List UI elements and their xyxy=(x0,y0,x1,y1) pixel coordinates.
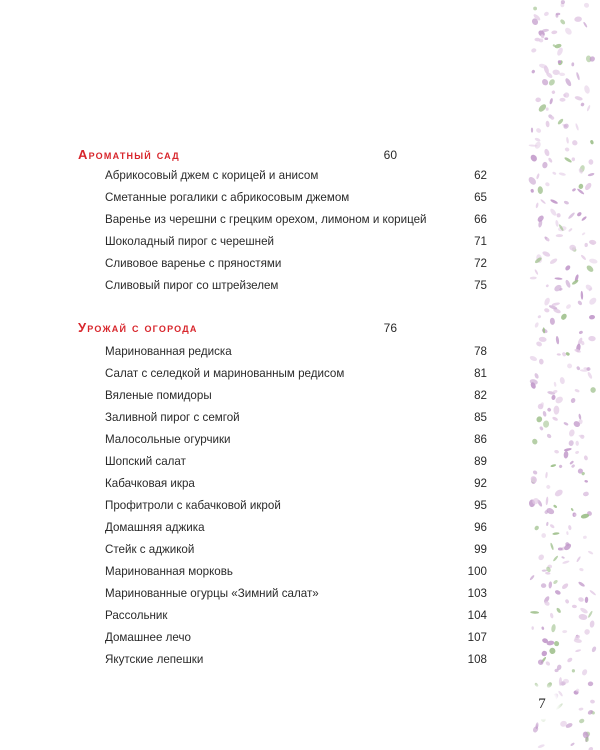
toc-entry xyxy=(105,255,487,273)
toc-entry xyxy=(105,189,487,207)
toc-entry-page: 65 xyxy=(474,191,487,204)
toc-entry xyxy=(105,541,487,559)
toc-entry xyxy=(105,607,487,625)
toc-entry xyxy=(105,167,487,185)
toc-entry xyxy=(105,277,487,295)
toc-entry-page: 85 xyxy=(474,411,487,424)
toc-entry-title: Домашнее лечо xyxy=(105,631,191,644)
toc-entry xyxy=(105,585,487,603)
toc-entry-title: Домашняя аджика xyxy=(105,521,205,534)
toc-entry-page: 86 xyxy=(474,433,487,446)
page-number: 7 xyxy=(527,689,557,719)
toc-entry-page: 95 xyxy=(474,499,487,512)
toc-entry-page: 104 xyxy=(467,609,487,622)
toc-entry-title: Абрикосовый джем с корицей и анисом xyxy=(105,169,319,182)
toc-entry-page: 71 xyxy=(474,235,487,248)
toc-entry-page: 82 xyxy=(474,389,487,402)
toc-entry xyxy=(105,409,487,427)
toc-entry xyxy=(105,431,487,449)
toc-entry-title: Маринованная морковь xyxy=(105,565,233,578)
toc-entry-title: Стейк с аджикой xyxy=(105,543,195,556)
toc-entry xyxy=(105,475,487,493)
floral-border-decoration xyxy=(518,0,600,750)
toc-entry xyxy=(105,233,487,251)
toc-entry-page: 108 xyxy=(467,653,487,666)
toc-entry-page: 66 xyxy=(474,213,487,226)
toc-entry-title: Малосольные огурчики xyxy=(105,433,231,446)
toc-entry-page: 62 xyxy=(474,169,487,182)
toc-entry-page: 92 xyxy=(474,477,487,490)
toc-entry-page: 78 xyxy=(474,345,487,358)
toc-entry-title: Заливной пирог с семгой xyxy=(105,411,240,424)
section-title-aromatic-garden: Ароматный сад xyxy=(78,147,180,162)
toc-entry-page: 75 xyxy=(474,279,487,292)
toc-entry-title: Кабачковая икра xyxy=(105,477,195,490)
toc-entry-title: Шоколадный пирог с черешней xyxy=(105,235,275,248)
toc-entry-page: 81 xyxy=(474,367,487,380)
toc-entry-title: Салат с селедкой и маринованным редисом xyxy=(105,367,345,380)
toc-entry-title: Якутские лепешки xyxy=(105,653,204,666)
section-page-number: 60 xyxy=(383,148,397,162)
toc-entry-title: Сливовое варенье с пряностями xyxy=(105,257,282,270)
toc-entry xyxy=(105,211,487,229)
toc-entry-title: Маринованная редиска xyxy=(105,345,232,358)
toc-entry-page: 99 xyxy=(474,543,487,556)
toc-entry-page: 96 xyxy=(474,521,487,534)
toc-entry xyxy=(105,387,487,405)
section-page-number: 76 xyxy=(383,321,397,335)
toc-entry-title: Сливовый пирог со штрейзелем xyxy=(105,279,279,292)
toc-entry-page: 72 xyxy=(474,257,487,270)
toc-entry xyxy=(105,629,487,647)
toc-entry-title: Шопский салат xyxy=(105,455,186,468)
toc-entry-title: Сметанные рогалики с абрикосовым джемом xyxy=(105,191,350,204)
toc-entry-title: Варенье из черешни с грецким орехом, лимоном и корицей xyxy=(105,213,427,226)
toc-entry xyxy=(105,563,487,581)
section-title-garden-harvest: Урожай с огорода xyxy=(78,320,198,335)
toc-entry xyxy=(105,497,487,515)
toc-entry-title: Профитроли с кабачковой икрой xyxy=(105,499,281,512)
toc-entry-title: Рассольник xyxy=(105,609,168,622)
toc-entry xyxy=(105,651,487,669)
toc-entry-page: 89 xyxy=(474,455,487,468)
toc-entry xyxy=(105,343,487,361)
toc-entry-title: Маринованные огурцы «Зимний салат» xyxy=(105,587,319,600)
toc-entry xyxy=(105,453,487,471)
toc-entry-page: 103 xyxy=(467,587,487,600)
toc-entry-page: 100 xyxy=(467,565,487,578)
toc-entry xyxy=(105,519,487,537)
toc-entry-page: 107 xyxy=(467,631,487,644)
toc-entry-title: Вяленые помидоры xyxy=(105,389,212,402)
toc-entry xyxy=(105,365,487,383)
